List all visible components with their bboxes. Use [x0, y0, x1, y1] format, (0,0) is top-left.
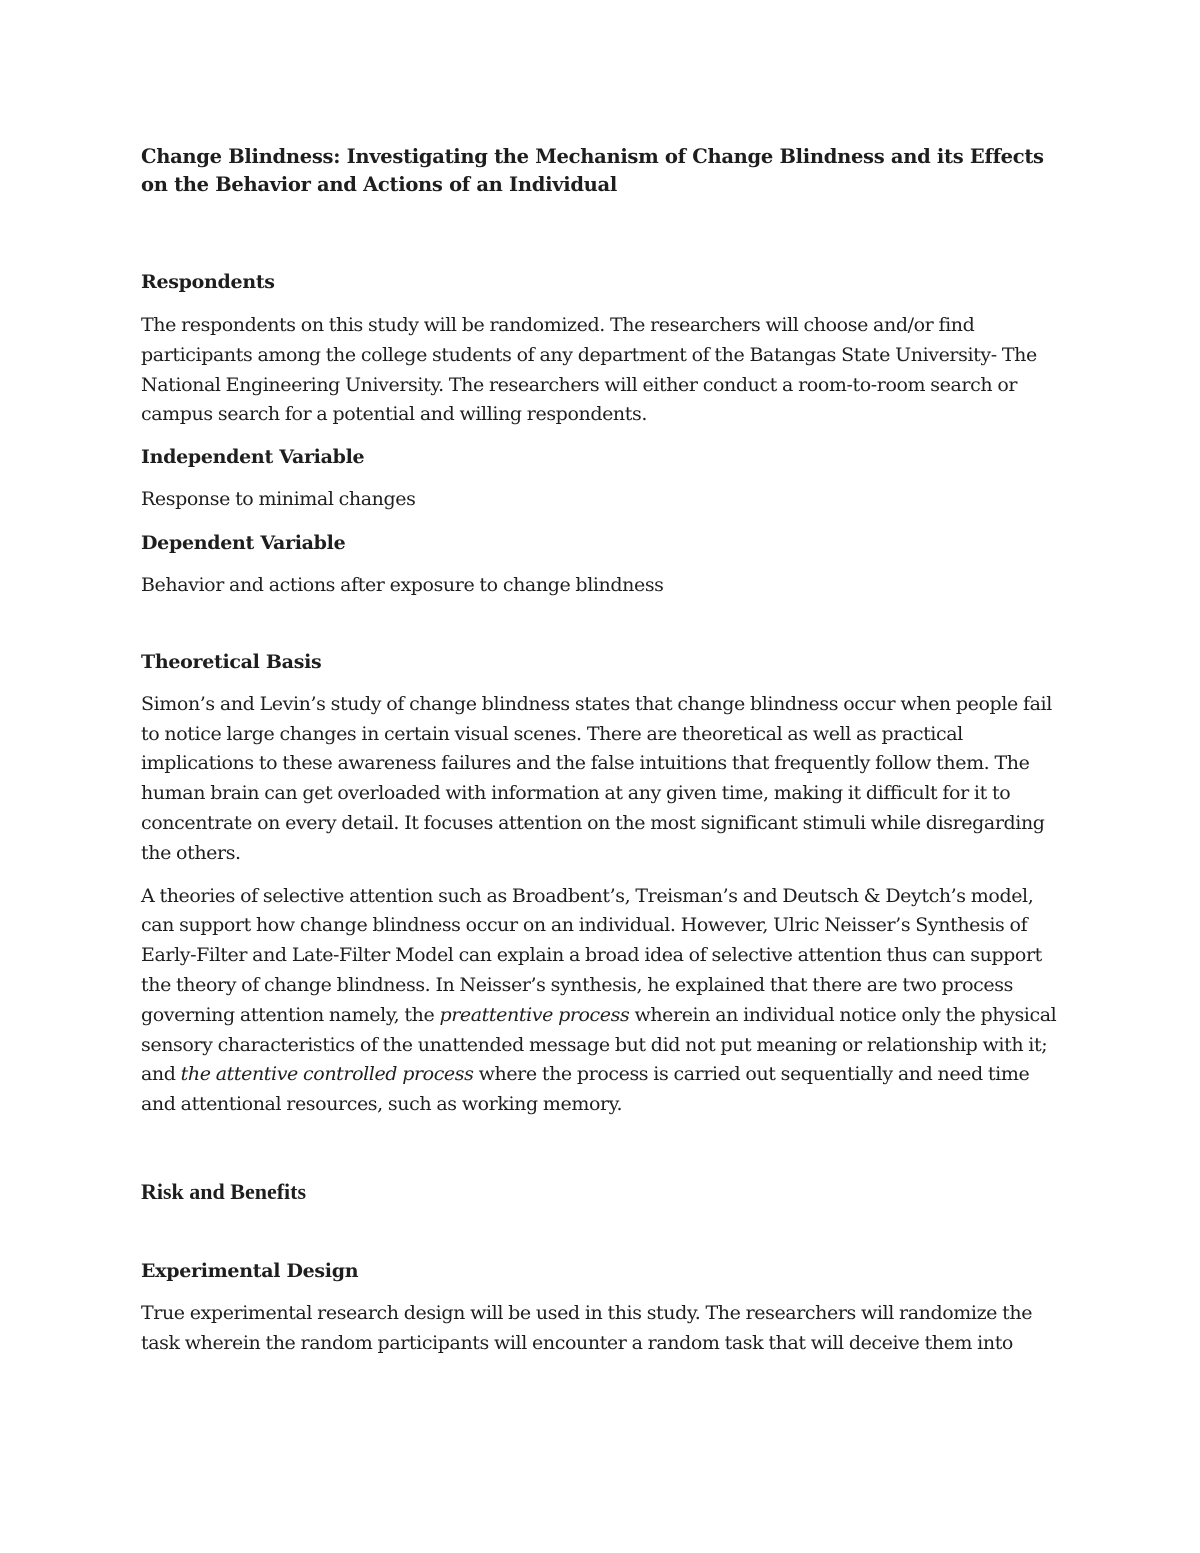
text-segment: A theories of selective attention such as Broadbent’s, Treisman’s and Deutsch & Deytch’s model, can support how change blindness occur on an individual. However, Ulric Neisser’s Synthesis of Early-Filter and Late-Filter Model can explain a broad idea of selective attention thus can support the theory of change blindness. In Neisser’s synthesis, he explained that there are two process governing attention namely, the: [141, 884, 1042, 1026]
heading-experimental-design: Experimental Design: [141, 1259, 359, 1282]
paragraph-respondents: The respondents on this study will be randomized. The researchers will choose and/or find participants among the college students of any department of the Batangas State University- The National Engineering University. The researchers will either conduct a room-to-room search or campus search for a potential and willing respondents.: [141, 314, 1037, 426]
text-segment: wherein an individual notice only the physical sensory characteristics of the unattended message but did not put meaning or relationship with it; and: [141, 1003, 1057, 1086]
italic-term-attentive-controlled: the attentive controlled process: [180, 1063, 474, 1086]
heading-theoretical-basis: Theoretical Basis: [141, 650, 322, 673]
heading-risk-and-benefits: Risk and Benefits: [141, 1178, 307, 1204]
heading-dependent-variable: Dependent Variable: [141, 531, 346, 554]
paragraph-experimental-design: True experimental research design will be used in this study. The researchers will randomize the task wherein the random participants will encounter a random task that will deceive them into: [141, 1301, 1033, 1354]
paragraph-theoretical-basis-1: Simon’s and Levin’s study of change blindness states that change blindness occur when people fail to notice large changes in certain visual scenes. There are theoretical as well as practical implications to these awareness failures and the false intuitions that frequently follow them. The human brain can get overloaded with information at any given time, making it difficult for it to concentrate on every detail. It focuses attention on the most significant stimuli while disregarding the others.: [141, 692, 1052, 864]
italic-term-preattentive: preattentive process: [439, 1003, 630, 1026]
heading-respondents: Respondents: [141, 271, 275, 293]
paragraph-theoretical-basis-2: [141, 882, 1061, 1120]
paragraph-dependent-variable: Behavior and actions after exposure to change blindness: [141, 573, 664, 596]
document-title: Change Blindness: Investigating the Mechanism of Change Blindness and its Effects on the Behavior and Actions of an Individual: [141, 145, 1044, 196]
text-segment: where the process is carried out sequentially and need time and attentional resources, such as working memory.: [141, 1063, 1030, 1116]
paragraph-independent-variable: Response to minimal changes: [141, 488, 416, 511]
document-page: [141, 143, 1061, 1359]
heading-independent-variable: Independent Variable: [141, 446, 365, 469]
